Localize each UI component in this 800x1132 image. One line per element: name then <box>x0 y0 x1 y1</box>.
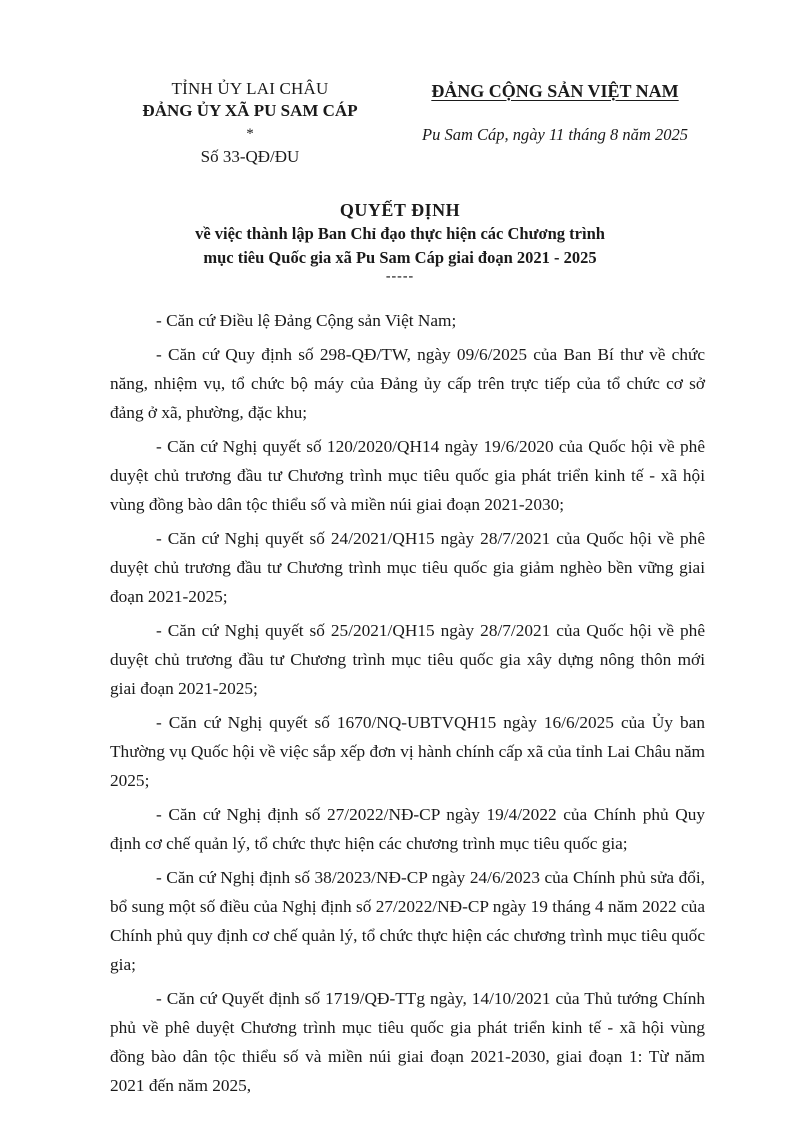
title-subject-line-1: về việc thành lập Ban Chỉ đạo thực hiện các Chương trình <box>195 224 605 243</box>
parent-organization: TỈNH ỦY LAI CHÂU <box>171 79 329 98</box>
title-subject-line-2: mục tiêu Quốc gia xã Pu Sam Cáp giai đoạn 2021 - 2025 <box>203 248 597 267</box>
legal-basis-paragraph: - Căn cứ Nghị định số 27/2022/NĐ-CP ngày 19/4/2022 của Chính phủ Quy định cơ chế quản lý, tổ chức thực hiện các chương trình mục tiêu quốc gia; <box>110 805 705 853</box>
document-body <box>110 306 705 1105</box>
party-header-block <box>400 80 710 146</box>
legal-basis-paragraph: - Căn cứ Quyết định số 1719/QĐ-TTg ngày, 14/10/2021 của Thủ tướng Chính phủ về phê duyệt Chương trình mục tiêu quốc gia phát triển kinh tế - xã hội vùng đồng bào dân tộc thiểu số và miền núi giai đoạn 2021-2030, giai đoạn 1: Từ năm 2021 đến năm 2025, <box>110 989 705 1095</box>
issuing-authority-block <box>120 78 380 168</box>
title-separator: ----- <box>385 269 415 284</box>
party-name: ĐẢNG CỘNG SẢN VIỆT NAM <box>431 81 679 101</box>
legal-basis-paragraph: - Căn cứ Nghị quyết số 25/2021/QH15 ngày 28/7/2021 của Quốc hội về phê duyệt chủ trương đầu tư Chương trình mục tiêu quốc gia xây dựng nông thôn mới giai đoạn 2021-2025; <box>110 621 705 698</box>
title-heading: QUYẾT ĐỊNH <box>339 200 461 220</box>
issuing-organization: ĐẢNG ỦY XÃ PU SAM CÁP <box>142 101 358 120</box>
star-separator: * <box>246 126 254 142</box>
legal-basis-paragraph: - Căn cứ Điều lệ Đảng Cộng sản Việt Nam; <box>156 311 457 330</box>
legal-basis-paragraph: - Căn cứ Quy định số 298-QĐ/TW, ngày 09/6/2025 của Ban Bí thư về chức năng, nhiệm vụ, tổ chức bộ máy của Đảng ủy cấp trên trực tiếp của tổ chức cơ sở đảng ở xã, phường, đặc khu; <box>110 345 705 422</box>
legal-basis-paragraph: - Căn cứ Nghị quyết số 120/2020/QH14 ngày 19/6/2020 của Quốc hội về phê duyệt chủ trương đầu tư Chương trình mục tiêu quốc gia phát triển kinh tế - xã hội vùng đồng bào dân tộc thiểu số và miền núi giai đoạn 2021-2030; <box>110 437 705 514</box>
legal-basis-paragraph: - Căn cứ Nghị quyết số 1670/NQ-UBTVQH15 ngày 16/6/2025 của Ủy ban Thường vụ Quốc hội về việc sắp xếp đơn vị hành chính cấp xã của tỉnh Lai Châu năm 2025; <box>110 713 705 790</box>
document-title <box>90 198 710 284</box>
legal-basis-paragraph: - Căn cứ Nghị định số 38/2023/NĐ-CP ngày 24/6/2023 của Chính phủ sửa đổi, bổ sung một số điều của Nghị định số 27/2022/NĐ-CP ngày 19 tháng 4 năm 2022 của Chính phủ quy định cơ chế quản lý, tổ chức thực hiện các chương trình mục tiêu quốc gia; <box>110 868 705 974</box>
legal-basis-paragraph: - Căn cứ Nghị quyết số 24/2021/QH15 ngày 28/7/2021 của Quốc hội về phê duyệt chủ trương đầu tư Chương trình mục tiêu quốc gia giảm nghèo bền vững giai đoạn 2021-2025; <box>110 529 705 606</box>
document-number: Số 33-QĐ/ĐU <box>200 147 300 166</box>
place-and-date: Pu Sam Cáp, ngày 11 tháng 8 năm 2025 <box>422 125 688 144</box>
